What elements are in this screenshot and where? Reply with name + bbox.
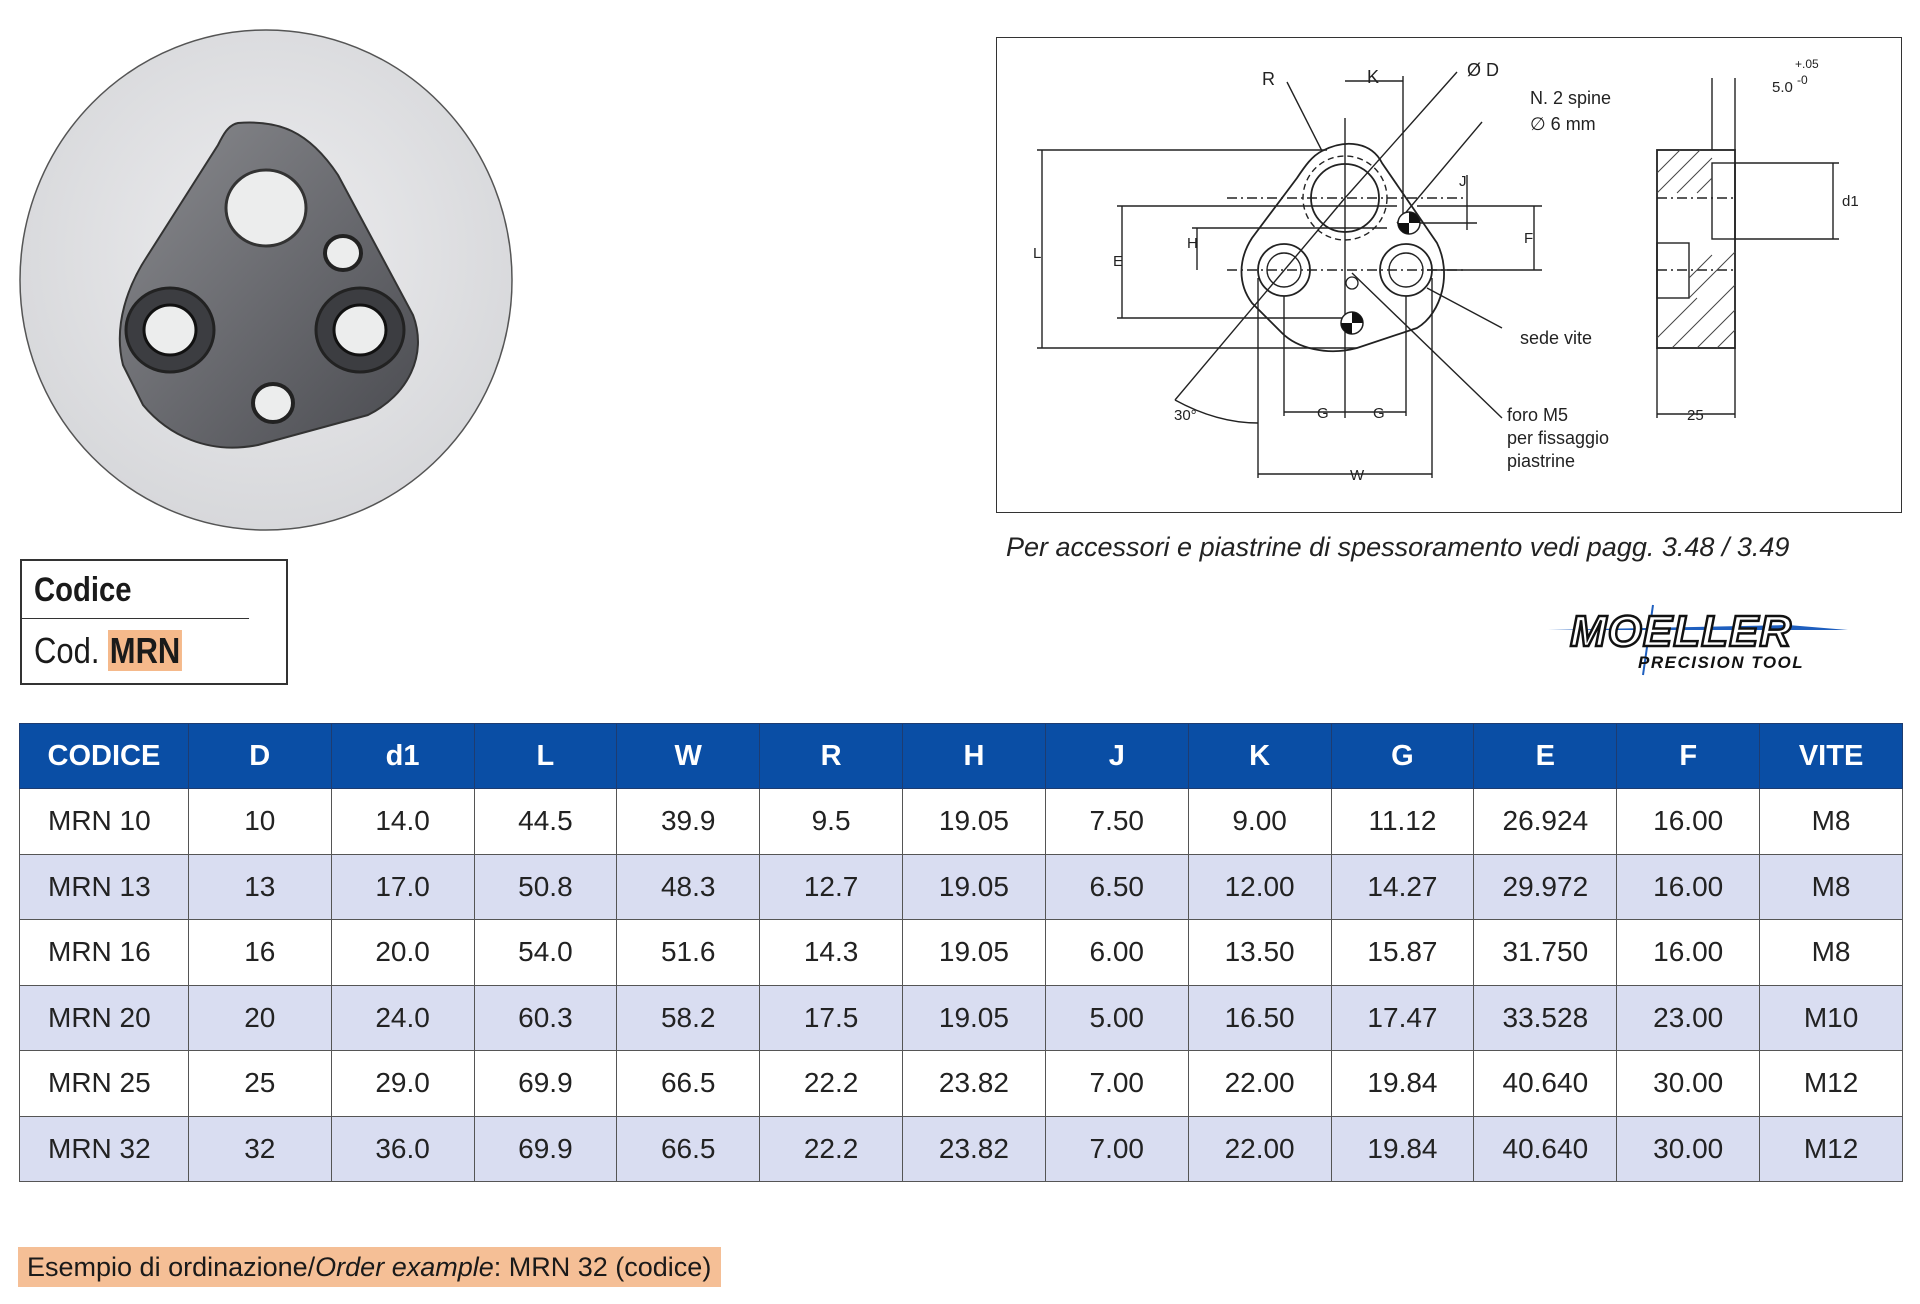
table-cell: 17.47 [1331, 985, 1474, 1051]
table-cell: 19.05 [902, 854, 1045, 920]
column-header: K [1188, 724, 1331, 789]
table-cell: 7.00 [1045, 1116, 1188, 1182]
table-cell: 12.00 [1188, 854, 1331, 920]
label-d1: d1 [1842, 193, 1859, 210]
table-cell: 12.7 [760, 854, 903, 920]
table-cell: M8 [1760, 789, 1903, 855]
label-foro-2: per fissaggio [1507, 428, 1610, 448]
table-cell: 50.8 [474, 854, 617, 920]
label-J: J [1459, 173, 1467, 190]
label-foro-1: foro M5 [1507, 405, 1569, 425]
table-cell: 13.50 [1188, 920, 1331, 986]
table-cell: 40.640 [1474, 1116, 1617, 1182]
table-cell: MRN 25 [20, 1051, 189, 1117]
table-cell: 16.50 [1188, 985, 1331, 1051]
label-L: L [1033, 245, 1042, 262]
table-cell: 22.00 [1188, 1116, 1331, 1182]
table-cell: 51.6 [617, 920, 760, 986]
table-cell: 10 [188, 789, 331, 855]
column-header: J [1045, 724, 1188, 789]
table-cell: M12 [1760, 1116, 1903, 1182]
table-row [20, 1051, 1903, 1117]
table-cell: 13 [188, 854, 331, 920]
table-cell: 7.50 [1045, 789, 1188, 855]
table-cell: 5.00 [1045, 985, 1188, 1051]
table-cell: 16 [188, 920, 331, 986]
table-row [20, 1116, 1903, 1182]
table-cell: 23.82 [902, 1116, 1045, 1182]
table-cell: 9.00 [1188, 789, 1331, 855]
column-header: H [902, 724, 1045, 789]
label-R: R [1262, 69, 1275, 89]
table-cell: 44.5 [474, 789, 617, 855]
table-cell: 20.0 [331, 920, 474, 986]
table-cell: 60.3 [474, 985, 617, 1051]
table-cell: MRN 13 [20, 854, 189, 920]
table-cell: 9.5 [760, 789, 903, 855]
table-cell: 17.5 [760, 985, 903, 1051]
column-header: E [1474, 724, 1617, 789]
moeller-logo [1548, 600, 1888, 680]
table-cell: MRN 16 [20, 920, 189, 986]
column-header: R [760, 724, 903, 789]
table-cell: 19.05 [902, 920, 1045, 986]
label-tol-top: +.05 [1795, 57, 1819, 71]
code-box-code-row [22, 619, 249, 683]
table-cell: 14.3 [760, 920, 903, 986]
label-spine-1: N. 2 spine [1530, 88, 1612, 108]
code-box [20, 559, 288, 685]
label-25: 25 [1687, 407, 1704, 424]
table-row [20, 920, 1903, 986]
label-spine-2: ∅ 6 mm [1530, 114, 1596, 134]
column-header: d1 [331, 724, 474, 789]
order-italic: Order example [315, 1252, 494, 1282]
table-cell: 39.9 [617, 789, 760, 855]
table-cell: 33.528 [1474, 985, 1617, 1051]
label-H: H [1187, 235, 1198, 252]
order-example [18, 1247, 721, 1287]
code-box-header: Codice [22, 561, 249, 619]
table-cell: 16.00 [1617, 854, 1760, 920]
label-K: K [1367, 67, 1380, 87]
column-header: VITE [1760, 724, 1903, 789]
table-cell: 7.00 [1045, 1051, 1188, 1117]
table-cell: 29.0 [331, 1051, 474, 1117]
svg-text:PRECISION TOOL: PRECISION TOOL [1638, 653, 1805, 672]
table-cell: MRN 32 [20, 1116, 189, 1182]
table-cell: 54.0 [474, 920, 617, 986]
column-header: D [188, 724, 331, 789]
product-photo [18, 25, 515, 555]
table-cell: 6.00 [1045, 920, 1188, 986]
table-cell: 26.924 [1474, 789, 1617, 855]
table-cell: 30.00 [1617, 1116, 1760, 1182]
order-prefix: Esempio di ordinazione/ [27, 1252, 316, 1282]
table-cell: 17.0 [331, 854, 474, 920]
table-cell: 36.0 [331, 1116, 474, 1182]
table-row [20, 985, 1903, 1051]
column-header: G [1331, 724, 1474, 789]
column-header: CODICE [20, 724, 189, 789]
table-cell: 23.00 [1617, 985, 1760, 1051]
table-cell: 58.2 [617, 985, 760, 1051]
table-cell: 29.972 [1474, 854, 1617, 920]
table-row [20, 854, 1903, 920]
label-sede-vite: sede vite [1520, 328, 1593, 348]
table-cell: 14.0 [331, 789, 474, 855]
table-cell: 19.84 [1331, 1116, 1474, 1182]
table-cell: 25 [188, 1051, 331, 1117]
table-cell: 19.84 [1331, 1051, 1474, 1117]
column-header: F [1617, 724, 1760, 789]
code-value: MRN [109, 630, 181, 671]
table-cell: 22.00 [1188, 1051, 1331, 1117]
table-cell: 19.05 [902, 789, 1045, 855]
table-cell: 30.00 [1617, 1051, 1760, 1117]
technical-drawing [996, 37, 1902, 513]
table-cell: 69.9 [474, 1116, 617, 1182]
table-cell: 32 [188, 1116, 331, 1182]
table-cell: 6.50 [1045, 854, 1188, 920]
svg-text:MOELLER: MOELLER [1570, 607, 1793, 656]
label-F: F [1524, 230, 1534, 247]
order-suffix: : MRN 32 (codice) [493, 1252, 712, 1282]
table-body [20, 789, 1903, 1182]
label-D: Ø D [1467, 60, 1500, 80]
table-cell: MRN 10 [20, 789, 189, 855]
label-tol-bot: -0 [1797, 73, 1808, 87]
table-header-row [20, 724, 1903, 789]
label-angle: 30° [1174, 407, 1197, 424]
column-header: W [617, 724, 760, 789]
table-cell: 66.5 [617, 1116, 760, 1182]
table-cell: 19.05 [902, 985, 1045, 1051]
table-cell: 20 [188, 985, 331, 1051]
table-cell: 16.00 [1617, 789, 1760, 855]
table-cell: 22.2 [760, 1116, 903, 1182]
table-cell: 14.27 [1331, 854, 1474, 920]
column-header: L [474, 724, 617, 789]
label-tol-mid: 5.0 [1772, 79, 1793, 96]
table-cell: 40.640 [1474, 1051, 1617, 1117]
table-cell: 15.87 [1331, 920, 1474, 986]
table-cell: 22.2 [760, 1051, 903, 1117]
table-cell: M12 [1760, 1051, 1903, 1117]
label-E: E [1113, 253, 1124, 270]
table-cell: 24.0 [331, 985, 474, 1051]
table-cell: M10 [1760, 985, 1903, 1051]
table-cell: 11.12 [1331, 789, 1474, 855]
table-cell: M8 [1760, 920, 1903, 986]
table-cell: M8 [1760, 854, 1903, 920]
table-cell: 23.82 [902, 1051, 1045, 1117]
table-cell: 66.5 [617, 1051, 760, 1117]
label-W: W [1350, 467, 1365, 484]
table-cell: 31.750 [1474, 920, 1617, 986]
table-row [20, 789, 1903, 855]
accessories-note: Per accessori e piastrine di spessoramento vedi pagg. 3.48 / 3.49 [1006, 532, 1790, 562]
code-prefix: Cod. [34, 630, 100, 671]
table-cell: 69.9 [474, 1051, 617, 1117]
table-cell: 16.00 [1617, 920, 1760, 986]
table-cell: MRN 20 [20, 985, 189, 1051]
label-G2: G [1373, 405, 1385, 422]
table-cell: 48.3 [617, 854, 760, 920]
label-foro-3: piastrine [1507, 451, 1576, 471]
spec-table [19, 723, 1903, 1182]
label-G1: G [1317, 405, 1329, 422]
